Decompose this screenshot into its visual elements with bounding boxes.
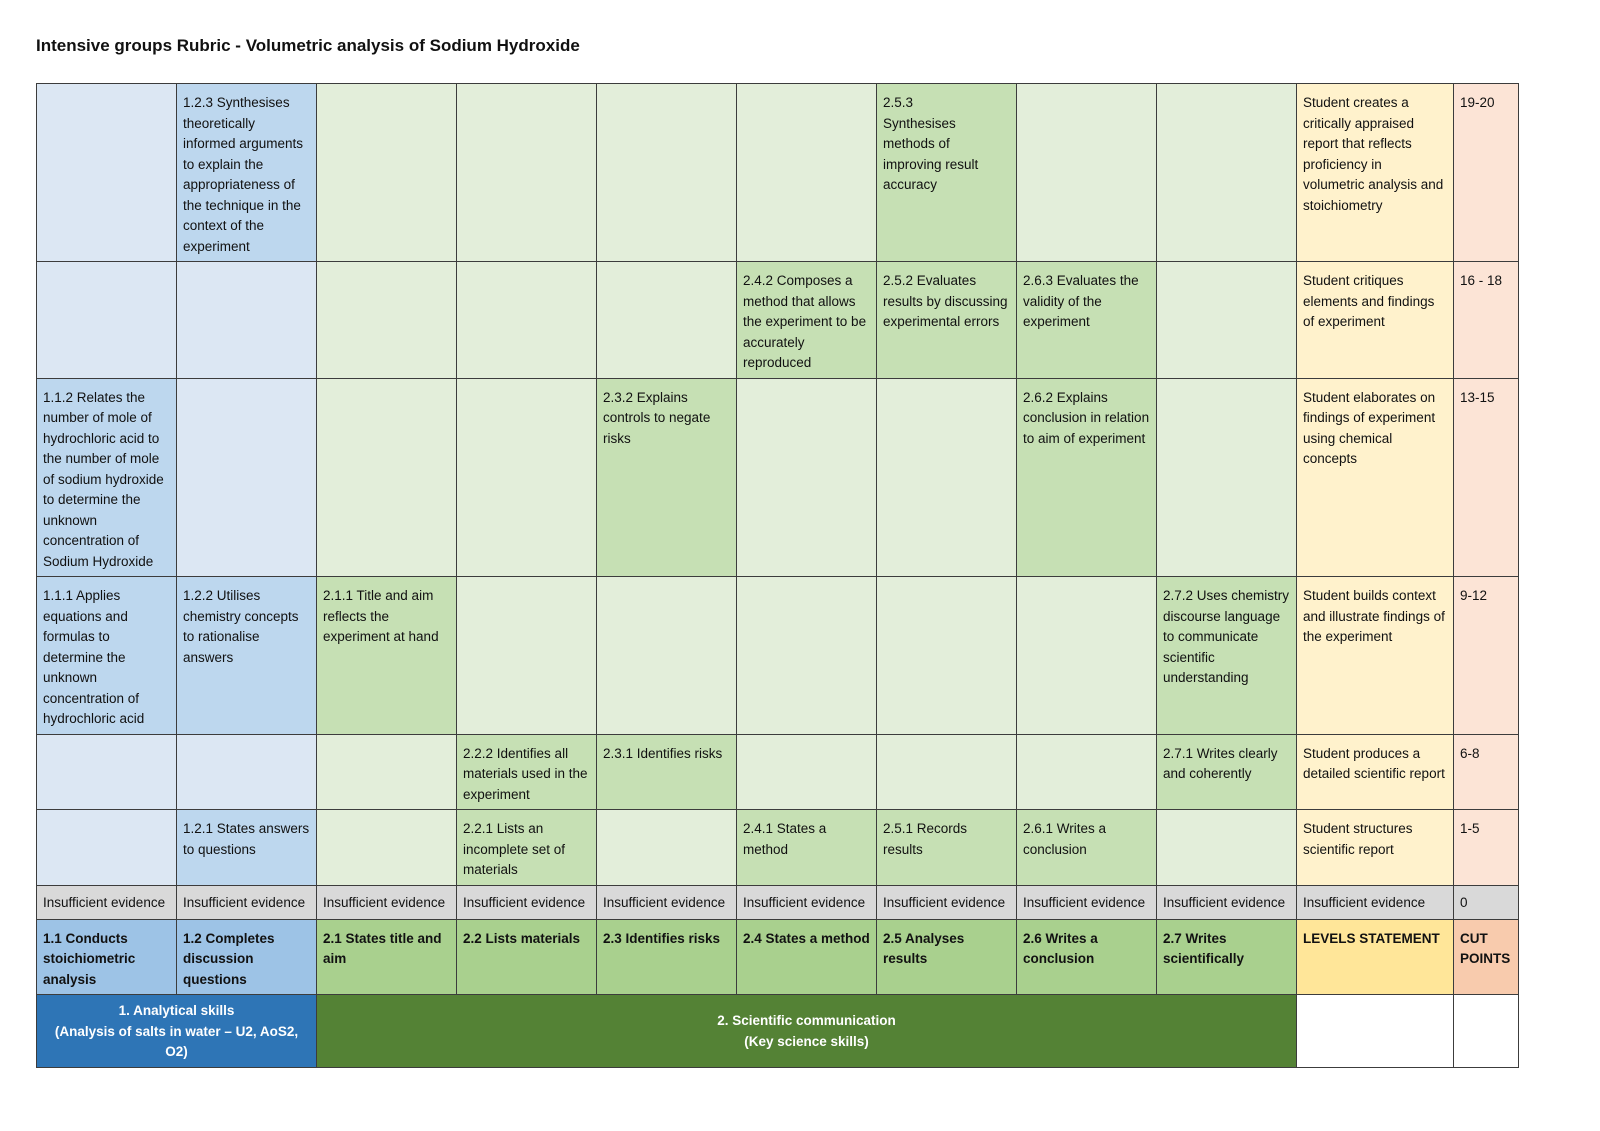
cut-points-text: 19-20 xyxy=(1460,95,1495,110)
descriptor-text: 2.6.2 Explains conclusion in relation to aim of experiment xyxy=(1023,389,1150,446)
section-subtitle: (Key science skills) xyxy=(744,1033,869,1049)
criterion-1-2-cell xyxy=(177,734,317,810)
criterion-2-2-cell xyxy=(457,378,597,577)
criterion-2-7-cell xyxy=(1157,262,1297,379)
criterion-2-5-cell xyxy=(877,84,1017,262)
descriptor-text: 2.3.1 Identifies risks xyxy=(603,745,723,761)
cut-points-text: 13-15 xyxy=(1460,389,1495,405)
criterion-2-2-cell xyxy=(457,84,597,262)
criterion-1-2-header: 1.2 Completes discussion questions xyxy=(177,919,317,995)
criterion-2-6-cell xyxy=(1017,84,1157,262)
criterion-2-2-cell xyxy=(457,577,597,735)
descriptor-text: 2.5.3 Synthesises methods of improving result accuracy xyxy=(883,95,979,192)
level-statement-text: Student elaborates on findings of experiment using chemical concepts xyxy=(1303,389,1436,466)
cut-points-cell xyxy=(1454,262,1519,379)
descriptor-text: 2.5.1 Records results xyxy=(883,821,968,857)
levels-statement-header: LEVELS STATEMENT xyxy=(1297,919,1454,995)
descriptor-text: 1.2.1 States answers to questions xyxy=(183,821,310,857)
criterion-2-1-cell xyxy=(317,577,457,735)
descriptor-text: 2.4.2 Composes a method that allows the experiment to be accurately reproduced xyxy=(743,273,867,370)
criterion-1-1-header: 1.1 Conducts stoichiometric analysis xyxy=(37,919,177,995)
criterion-2-4-cell xyxy=(737,810,877,886)
insufficient-evidence-row xyxy=(37,885,1519,919)
level-statement-text: Student critiques elements and findings of experiment xyxy=(1303,273,1435,329)
level-statement-text: Student creates a critically appraised report that reflects proficiency in volumetric analysis and stoichiometry xyxy=(1303,95,1444,213)
criterion-1-1-cell xyxy=(37,734,177,810)
cut-points-cell xyxy=(1454,734,1519,810)
criterion-1-2-cell xyxy=(177,84,317,262)
descriptor-text: 2.7.2 Uses chemistry discourse language to communicate scientific understanding xyxy=(1163,588,1290,685)
criterion-2-5-cell xyxy=(877,378,1017,577)
insufficient-evidence-cell: Insufficient evidence xyxy=(877,885,1017,919)
level-statement-cell xyxy=(1297,84,1454,262)
cut-points-cell xyxy=(1454,84,1519,262)
criterion-2-5-cell xyxy=(877,577,1017,735)
criterion-1-1-cell xyxy=(37,84,177,262)
criterion-1-1-cell xyxy=(37,577,177,735)
level-statement-text: Student structures scientific report xyxy=(1303,821,1413,857)
empty-cell xyxy=(1297,995,1454,1068)
criterion-2-6-cell xyxy=(1017,378,1157,577)
criterion-2-3-cell xyxy=(597,378,737,577)
cut-points-cell xyxy=(1454,378,1519,577)
criterion-2-3-cell xyxy=(597,577,737,735)
criterion-2-7-cell xyxy=(1157,378,1297,577)
criterion-2-4-cell xyxy=(737,734,877,810)
criterion-2-2-header: 2.2 Lists materials xyxy=(457,919,597,995)
criterion-2-6-cell xyxy=(1017,577,1157,735)
criterion-2-7-cell xyxy=(1157,577,1297,735)
criterion-2-4-cell xyxy=(737,577,877,735)
cut-points-text: 16 - 18 xyxy=(1460,273,1503,288)
descriptor-text: 2.1.1 Title and aim reflects the experiment at hand xyxy=(323,588,439,644)
criterion-2-3-cell xyxy=(597,810,737,886)
criterion-1-1-cell xyxy=(37,810,177,886)
criterion-2-7-cell xyxy=(1157,810,1297,886)
criterion-1-2-cell xyxy=(177,378,317,577)
level-statement-cell xyxy=(1297,577,1454,735)
criterion-1-2-cell xyxy=(177,810,317,886)
level-statement-text: Student builds context and illustrate findings of the experiment xyxy=(1303,588,1445,644)
criterion-2-2-cell xyxy=(457,810,597,886)
insufficient-evidence-cell: Insufficient evidence xyxy=(1157,885,1297,919)
criterion-2-4-cell xyxy=(737,378,877,577)
descriptor-text: 2.2.2 Identifies all materials used in the experiment xyxy=(463,745,588,802)
criterion-2-2-cell xyxy=(457,262,597,379)
criterion-2-1-cell xyxy=(317,810,457,886)
section-title: 2. Scientific communication xyxy=(717,1013,896,1029)
insufficient-cut-cell: 0 xyxy=(1454,885,1519,919)
cut-points-cell xyxy=(1454,810,1519,886)
criterion-2-7-cell xyxy=(1157,84,1297,262)
rubric-row xyxy=(37,262,1519,379)
criterion-1-1-cell xyxy=(37,262,177,379)
criterion-2-1-cell xyxy=(317,262,457,379)
descriptor-text: 2.3.2 Explains controls to negate risks xyxy=(603,389,711,446)
criterion-2-2-cell xyxy=(457,734,597,810)
insufficient-evidence-cell: Insufficient evidence xyxy=(317,885,457,919)
cut-points-text: 6-8 xyxy=(1460,745,1480,761)
criterion-2-1-cell xyxy=(317,734,457,810)
criterion-2-1-cell xyxy=(317,84,457,262)
insufficient-evidence-cell: Insufficient evidence xyxy=(737,885,877,919)
section-row xyxy=(37,995,1519,1068)
criterion-1-1-cell xyxy=(37,378,177,577)
criterion-2-4-cell xyxy=(737,262,877,379)
criterion-2-4-cell xyxy=(737,84,877,262)
criteria-header-row xyxy=(37,919,1519,995)
rubric-table xyxy=(36,83,1519,1068)
criterion-2-3-cell xyxy=(597,734,737,810)
insufficient-evidence-cell: Insufficient evidence xyxy=(457,885,597,919)
criterion-2-5-header: 2.5 Analyses results xyxy=(877,919,1017,995)
descriptor-text: 1.1.1 Applies equations and formulas to determine the unknown concentration of hydrochloric acid xyxy=(43,588,145,726)
descriptor-text: 2.7.1 Writes clearly and coherently xyxy=(1163,745,1278,781)
rubric-row xyxy=(37,84,1519,262)
criterion-2-3-cell xyxy=(597,262,737,379)
criterion-2-6-header: 2.6 Writes a conclusion xyxy=(1017,919,1157,995)
criterion-2-3-cell xyxy=(597,84,737,262)
level-statement-cell xyxy=(1297,262,1454,379)
criterion-2-1-cell xyxy=(317,378,457,577)
analytical-skills-section xyxy=(37,995,317,1068)
descriptor-text: 2.4.1 States a method xyxy=(743,821,827,857)
section-subtitle: (Analysis of salts in water – U2, AoS2, O2) xyxy=(54,1023,299,1059)
descriptor-text: 2.6.1 Writes a conclusion xyxy=(1023,821,1107,857)
criterion-2-4-header: 2.4 States a method xyxy=(737,919,877,995)
insufficient-evidence-cell: Insufficient evidence xyxy=(177,885,317,919)
insufficient-evidence-cell: Insufficient evidence xyxy=(37,885,177,919)
descriptor-text: 2.6.3 Evaluates the validity of the experiment xyxy=(1023,273,1139,329)
insufficient-evidence-cell: Insufficient evidence xyxy=(1297,885,1454,919)
rubric-row xyxy=(37,734,1519,810)
criterion-1-2-cell xyxy=(177,577,317,735)
page-title: Intensive groups Rubric - Volumetric analysis of Sodium Hydroxide xyxy=(36,36,580,55)
level-statement-cell xyxy=(1297,810,1454,886)
cut-points-text: 9-12 xyxy=(1460,588,1488,603)
criterion-2-5-cell xyxy=(877,810,1017,886)
rubric-row xyxy=(37,810,1519,886)
empty-cell xyxy=(1454,995,1519,1068)
cut-points-text: 1-5 xyxy=(1460,821,1480,836)
descriptor-text: 1.1.2 Relates the number of mole of hydrochloric acid to the number of mole of sodium hydroxide to determine the unknown concentration of Sodium Hydroxide xyxy=(43,389,164,569)
criterion-1-2-cell xyxy=(177,262,317,379)
criterion-2-5-cell xyxy=(877,734,1017,810)
criterion-2-1-header: 2.1 States title and aim xyxy=(317,919,457,995)
level-statement-text: Student produces a detailed scientific report xyxy=(1303,745,1445,781)
cut-points-header: CUT POINTS xyxy=(1454,919,1519,995)
criterion-2-5-cell xyxy=(877,262,1017,379)
descriptor-text: 2.2.1 Lists an incomplete set of materials xyxy=(463,821,566,877)
criterion-2-3-header: 2.3 Identifies risks xyxy=(597,919,737,995)
insufficient-evidence-cell: Insufficient evidence xyxy=(1017,885,1157,919)
rubric-row xyxy=(37,577,1519,735)
scientific-communication-section xyxy=(317,995,1297,1068)
insufficient-evidence-cell: Insufficient evidence xyxy=(597,885,737,919)
descriptor-text: 1.2.2 Utilises chemistry concepts to rationalise answers xyxy=(183,588,299,665)
descriptor-text: 1.2.3 Synthesises theoretically informed arguments to explain the appropriateness of the technique in the context of the experiment xyxy=(183,95,304,254)
level-statement-cell xyxy=(1297,734,1454,810)
criterion-2-6-cell xyxy=(1017,734,1157,810)
criterion-2-7-cell xyxy=(1157,734,1297,810)
criterion-2-7-header: 2.7 Writes scientifically xyxy=(1157,919,1297,995)
section-title: 1. Analytical skills xyxy=(118,1003,235,1018)
rubric-row xyxy=(37,378,1519,577)
level-statement-cell xyxy=(1297,378,1454,577)
descriptor-text: 2.5.2 Evaluates results by discussing experimental errors xyxy=(883,273,1008,329)
criterion-2-6-cell xyxy=(1017,810,1157,886)
cut-points-cell xyxy=(1454,577,1519,735)
criterion-2-6-cell xyxy=(1017,262,1157,379)
